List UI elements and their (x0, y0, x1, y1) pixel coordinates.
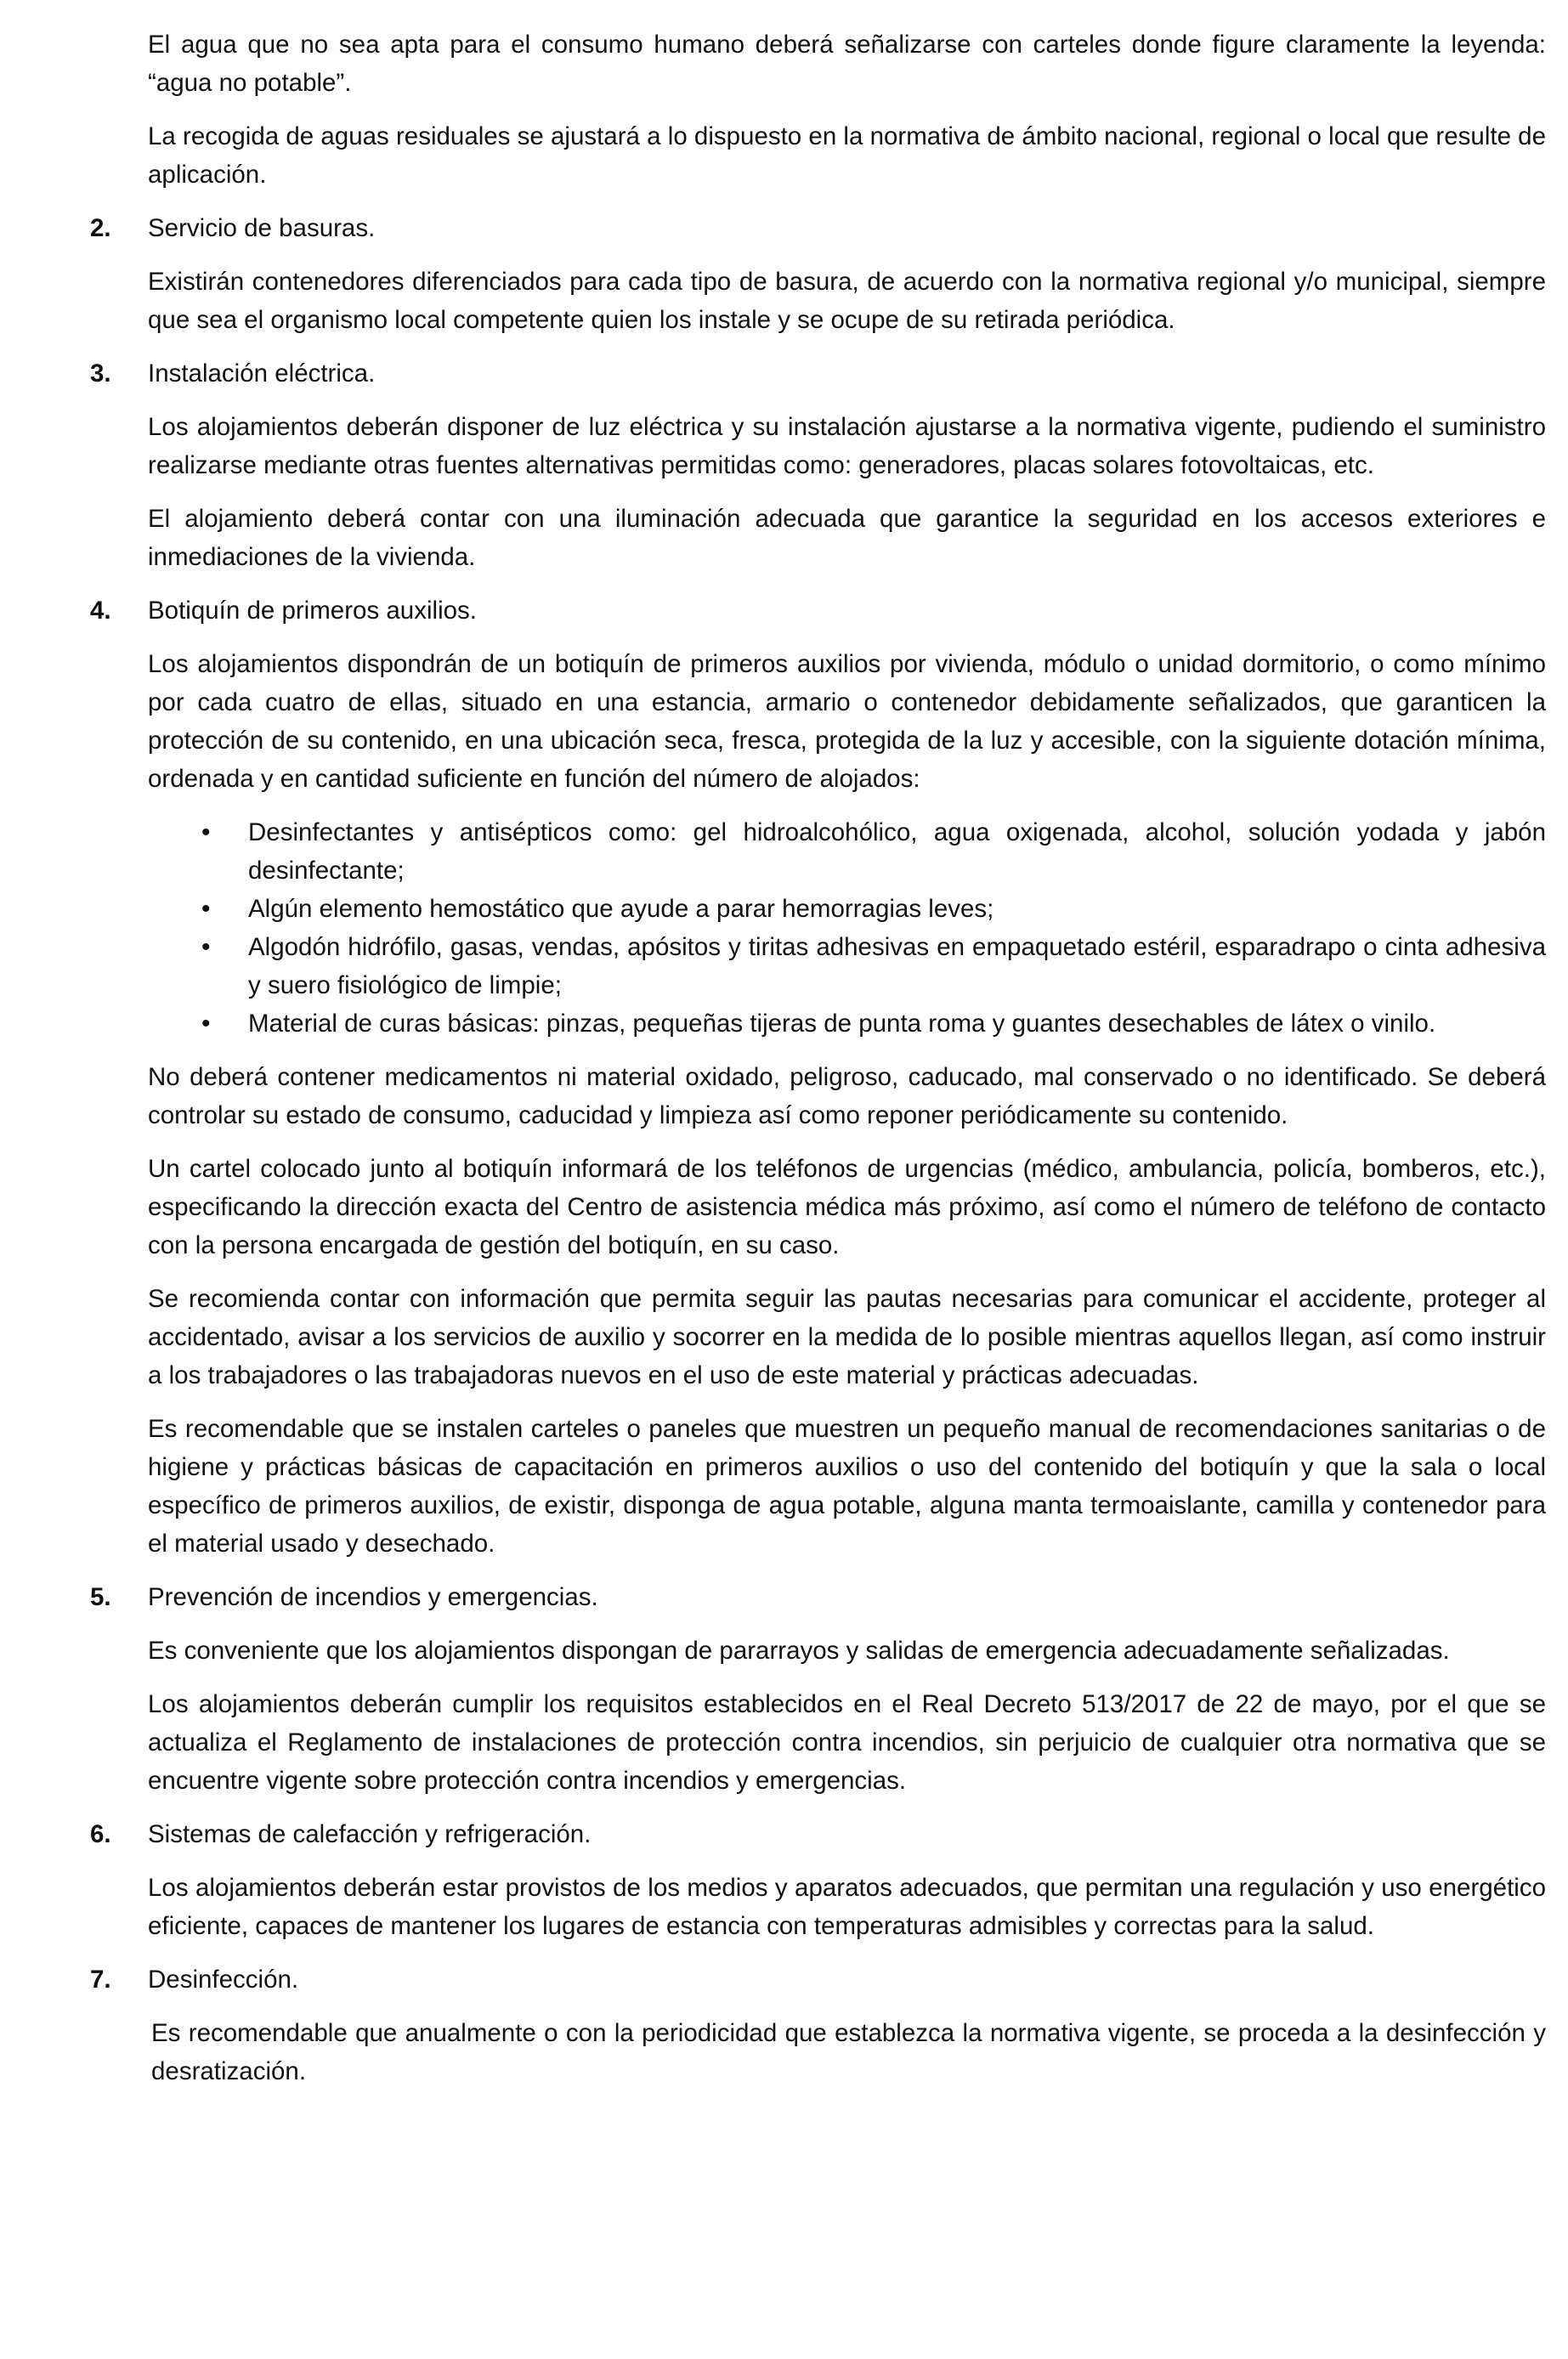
section-title: Sistemas de calefacción y refrigeración. (148, 1820, 592, 1848)
list-item-text: Desinfectantes y antisépticos como: gel hidroalcohólico, agua oxigenada, alcohol, solución yodada y jabón desinfectante; (248, 818, 1546, 885)
first-aid-kit-intro: Los alojamientos dispondrán de un botiquín de primeros auxilios por vivienda, módulo o unidad dormitorio, o como mínimo por cada cuatro de ellas, situado en una estancia, armario o contenedor debidamente señalizados, que garanticen la protección de su contenido, en una ubicación seca, fresca, protegida de la luz y accesible, con la siguiente dotación mínima, ordenada y en cantidad suficiente en función del número de alojados: (148, 650, 1546, 793)
section-7-heading (90, 1960, 1546, 1999)
section-number: 3. (90, 359, 111, 388)
section-4-paragraph: Se recomienda contar con información que permita seguir las pautas necesarias para comunicar el accidente, proteger al accidentado, avisar a los servicios de auxilio y socorrer en la medida de lo posible mientras aquellos llegan, así como instruir a los trabajadores o las trabajadoras nuevos en el uso de este material y prácticas adecuadas. (148, 1285, 1546, 1389)
section-3-paragraph: El alojamiento deberá contar con una iluminación adecuada que garantice la seguridad en los accesos exteriores e inmediaciones de la vivienda. (148, 505, 1546, 571)
section-title: Botiquín de primeros auxilios. (148, 597, 477, 625)
section-5-paragraph: Los alojamientos deberán cumplir los requisitos establecidos en el Real Decreto 513/2017 de 22 de mayo, por el que se actualiza el Reglamento de instalaciones de protección contra incendios, sin perjuicio de cualquier otra normativa que se encuentre vigente sobre protección contra incendios y emergencias. (148, 1690, 1546, 1795)
section-2-paragraph: Existirán contenedores diferenciados para cada tipo de basura, de acuerdo con la normativa regional y/o municipal, siempre que sea el organismo local competente quien los instale y se ocupe de su retirada periódica. (148, 268, 1546, 334)
bullet-icon: • (201, 818, 211, 846)
list-item-text: Algodón hidrófilo, gasas, vendas, apósitos y tiritas adhesivas en empaquetado estéril, esparadrapo o cinta adhesiva y suero fisiológico de limpie; (248, 933, 1546, 999)
section-number: 5. (90, 1583, 111, 1611)
section-title: Prevención de incendios y emergencias. (148, 1583, 598, 1611)
section-number: 2. (90, 214, 111, 242)
section-title: Desinfección. (148, 1966, 299, 1994)
section-5-heading (90, 1578, 1546, 1616)
bullet-icon: • (201, 933, 211, 961)
section-title: Instalación eléctrica. (148, 359, 376, 388)
list-item-text: Algún elemento hemostático que ayude a parar hemorragias leves; (248, 895, 994, 923)
water-signage-paragraph: El agua que no sea apta para el consumo humano deberá señalizarse con carteles donde figure claramente la leyenda: “agua no potable”. (148, 31, 1546, 97)
list-item (201, 890, 1546, 928)
section-title: Servicio de basuras. (148, 214, 376, 242)
section-6-heading (90, 1815, 1546, 1853)
section-2-heading (90, 209, 1546, 247)
first-aid-supplies-list (0, 813, 1546, 1043)
section-number: 4. (90, 597, 111, 625)
section-number: 7. (90, 1966, 111, 1994)
section-number: 6. (90, 1820, 111, 1848)
list-item (201, 928, 1546, 1004)
section-4-paragraph: No deberá contener medicamentos ni material oxidado, peligroso, caducado, mal conservado o no identificado. Se deberá controlar su estado de consumo, caducidad y limpieza así como reponer periódicamente su contenido. (148, 1063, 1546, 1129)
bullet-icon: • (201, 1010, 211, 1038)
section-4-paragraph: Es recomendable que se instalen carteles o paneles que muestren un pequeño manual de recomendaciones sanitarias o de higiene y prácticas básicas de capacitación en primeros auxilios o uso del contenido del botiquín y que la sala o local específico de primeros auxilios, de existir, disponga de agua potable, alguna manta termoaislante, camilla y contenedor para el material usado y desechado. (148, 1415, 1546, 1558)
section-4-paragraph: Un cartel colocado junto al botiquín informará de los teléfonos de urgencias (médico, ambulancia, policía, bomberos, etc.), especificando la dirección exacta del Centro de asistencia médica más próximo, así como el número de teléfono de contacto con la persona encargada de gestión del botiquín, en su caso. (148, 1155, 1546, 1259)
bullet-icon: • (201, 895, 211, 923)
section-4-heading (90, 591, 1546, 630)
wastewater-paragraph: La recogida de aguas residuales se ajustará a lo dispuesto en la normativa de ámbito nacional, regional o local que resulte de aplicación. (148, 122, 1546, 189)
section-3-paragraph: Los alojamientos deberán disponer de luz eléctrica y su instalación ajustarse a la normativa vigente, pudiendo el suministro realizarse mediante otras fuentes alternativas permitidas como: generadores, placas solares fotovoltaicas, etc. (148, 413, 1546, 479)
section-6-paragraph: Los alojamientos deberán estar provistos de los medios y aparatos adecuados, que permitan una regulación y uso energético eficiente, capaces de mantener los lugares de estancia con temperaturas admisibles y correctas para la salud. (148, 1874, 1546, 1940)
list-item (201, 1004, 1546, 1043)
list-item (201, 813, 1546, 890)
section-7-paragraph: Es recomendable que anualmente o con la periodicidad que establezca la normativa vigente, se proceda a la desinfección y desratización. (151, 2019, 1546, 2085)
list-item-text: Material de curas básicas: pinzas, pequeñas tijeras de punta roma y guantes desechables de látex o vinilo. (248, 1010, 1436, 1038)
section-5-paragraph: Es conveniente que los alojamientos dispongan de pararrayos y salidas de emergencia adecuadamente señalizadas. (148, 1637, 1450, 1665)
section-3-heading (90, 354, 1546, 393)
